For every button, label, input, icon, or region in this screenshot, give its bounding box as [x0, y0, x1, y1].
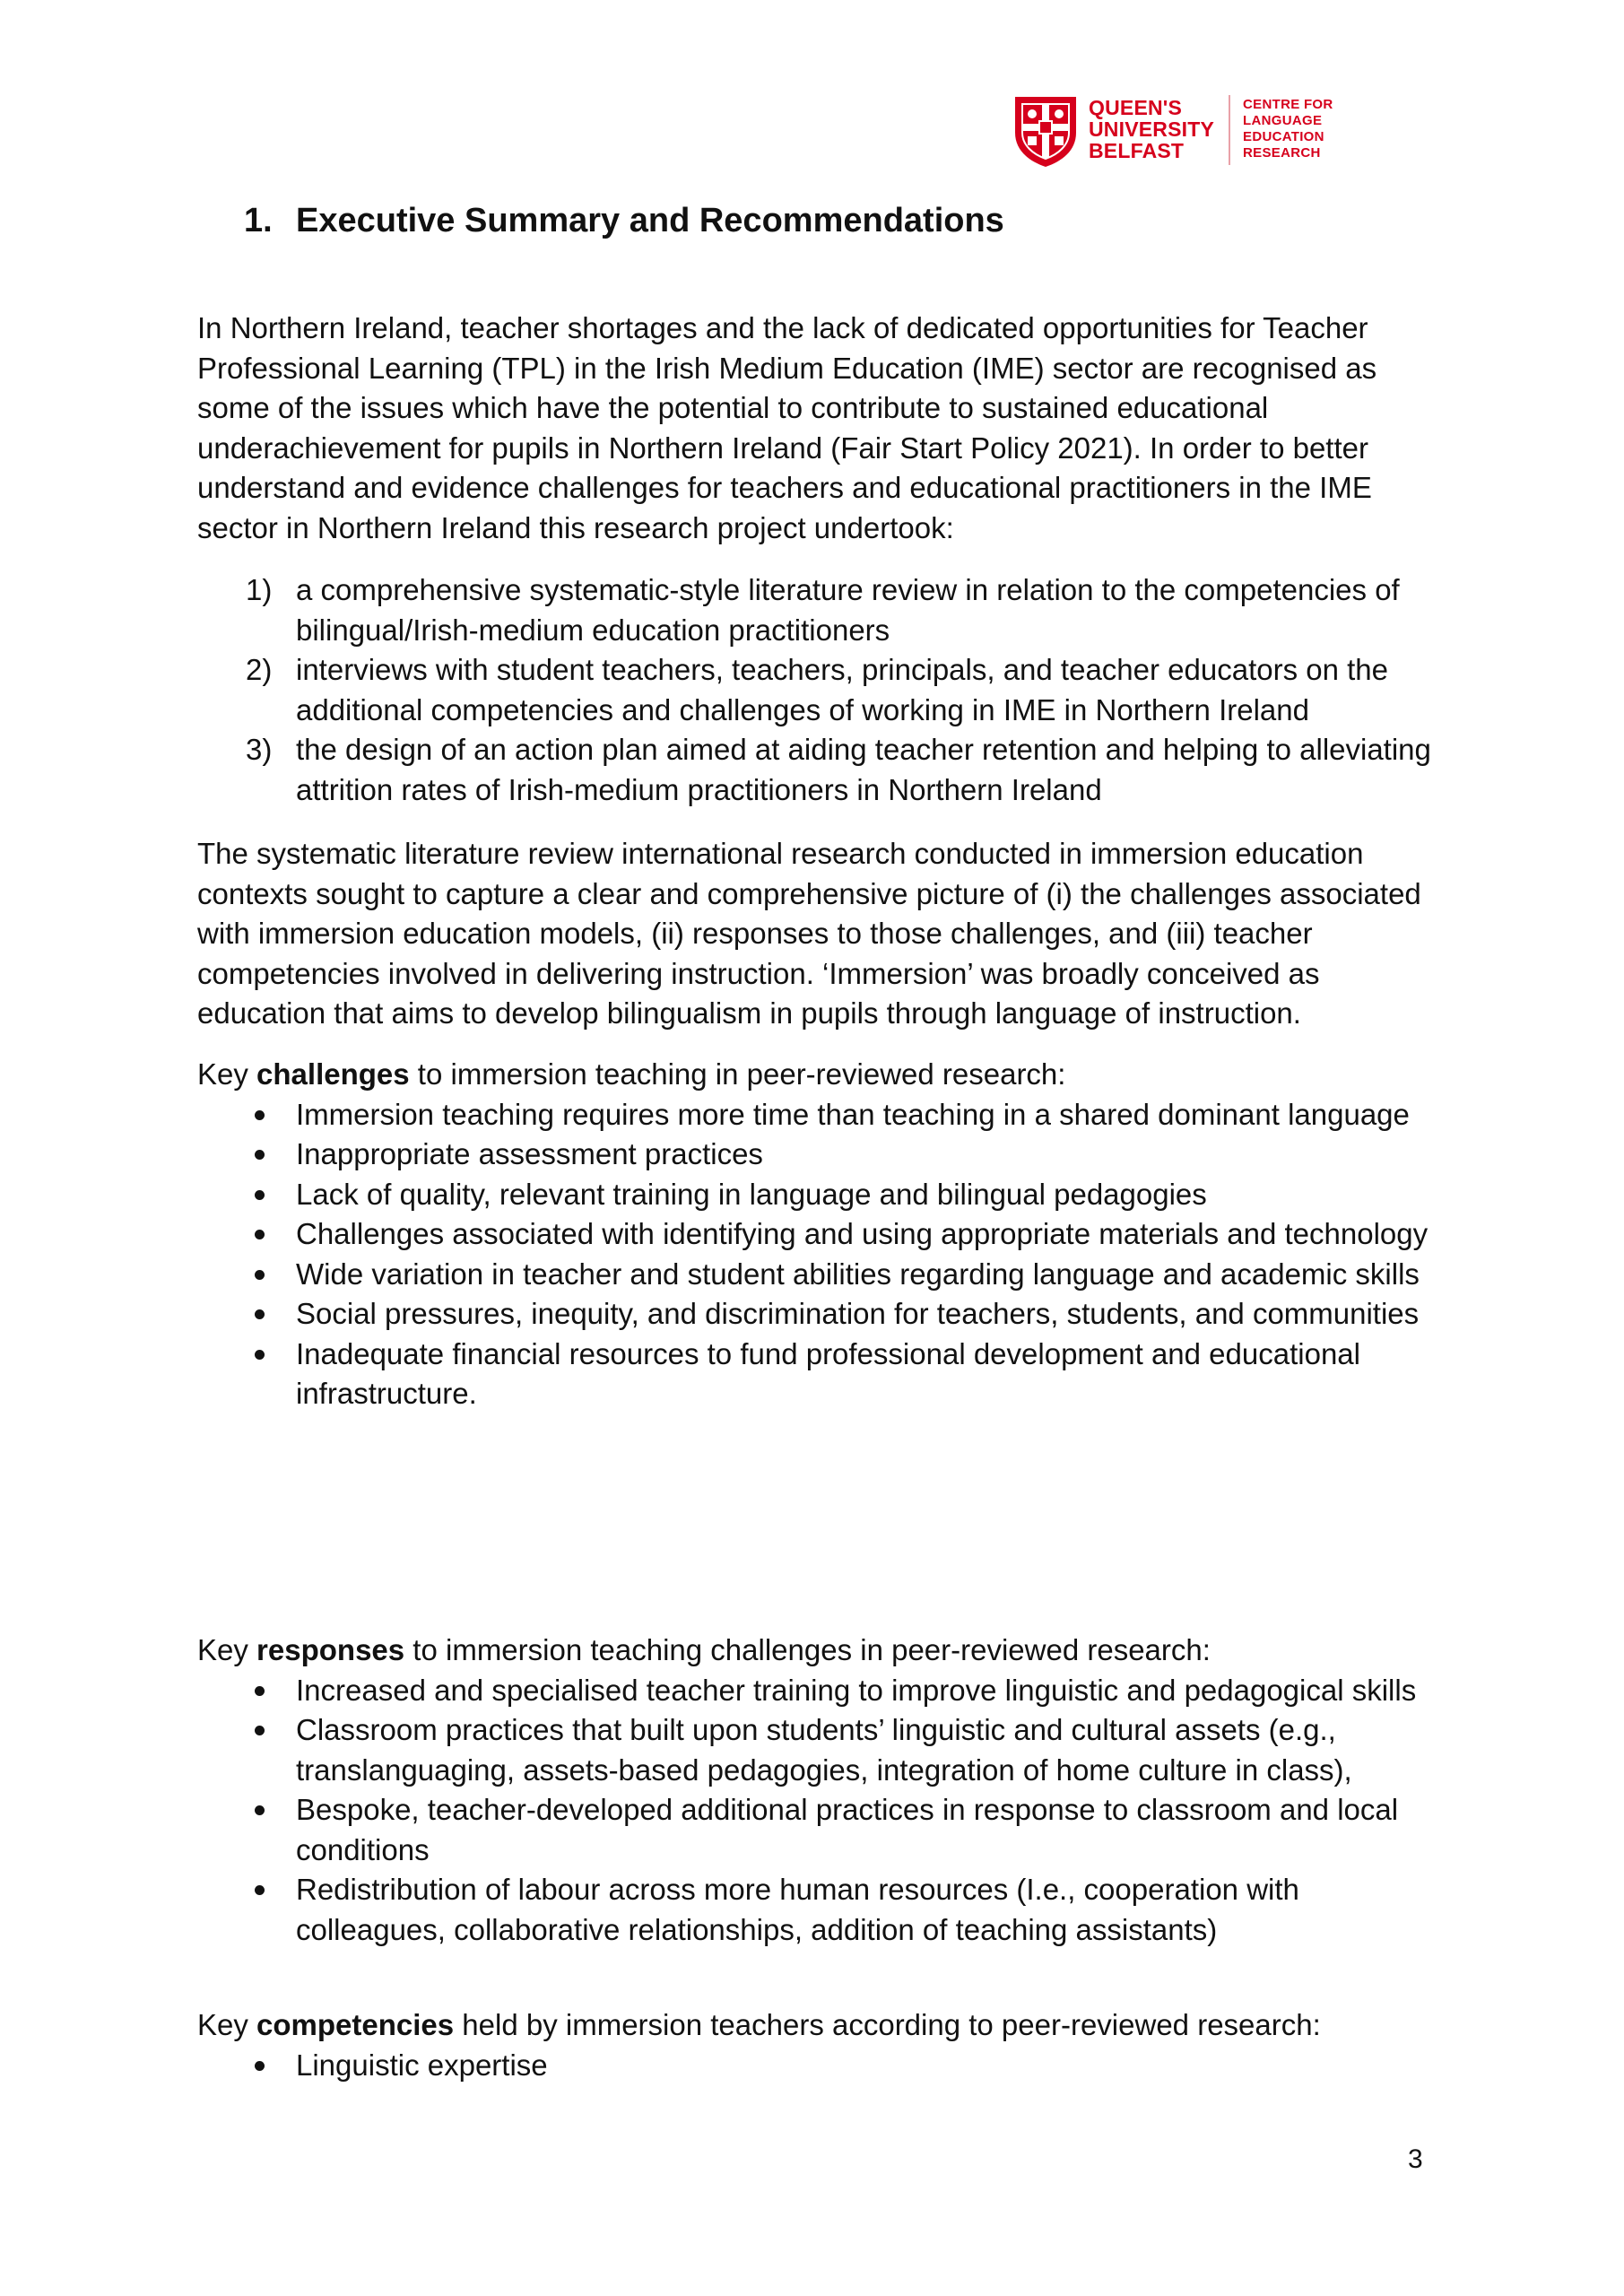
list-item-text: the design of an action plan aimed at aiding teacher retention and helping to alleviating attrition rates of Irish-medium practitioners in Northern Ireland [296, 733, 1431, 806]
logo-divider [1229, 95, 1230, 165]
bullet-icon [255, 1885, 265, 1895]
bullet-icon [255, 1110, 265, 1120]
list-item: Challenges associated with identifying and using appropriate materials and technology [197, 1214, 1453, 1255]
university-name: QUEEN'S UNIVERSITY BELFAST [1089, 96, 1215, 162]
responses-lead: Key responses to immersion teaching challenges in peer-reviewed research: [197, 1633, 1211, 1666]
list-item: Lack of quality, relevant training in language and bilingual pedagogies [197, 1175, 1453, 1215]
list-item: Redistribution of labour across more human resources (I.e., cooperation with colleagues, collaborative relationships, addition of teaching assistants) [197, 1870, 1453, 1950]
bullet-icon [255, 1230, 265, 1239]
list-item-text: interviews with student teachers, teachers, principals, and teacher educators on the additional competencies and challenges of working in IME in Northern Ireland [296, 653, 1389, 726]
list-marker: 1) [246, 573, 273, 606]
challenges-section [197, 1055, 1453, 1414]
page-number: 3 [1408, 2144, 1423, 2174]
list-item: Social pressures, inequity, and discrimination for teachers, students, and communities [197, 1294, 1453, 1335]
list-item: Classroom practices that built upon students’ linguistic and cultural assets (e.g., translanguaging, assets-based pedagogies, integration of home culture in class), [197, 1710, 1453, 1790]
bullet-icon [255, 1270, 265, 1280]
literature-review-paragraph [197, 834, 1453, 1034]
competencies-keyword: competencies [256, 2008, 455, 2041]
list-item: Inappropriate assessment practices [197, 1135, 1453, 1175]
university-logo [1012, 93, 1352, 172]
list-marker: 3) [246, 733, 273, 766]
challenges-keyword: challenges [256, 1057, 410, 1091]
list-item [197, 570, 1453, 650]
competencies-lead: Key competencies held by immersion teachers according to peer-reviewed research: [197, 2008, 1321, 2041]
list-item: Bespoke, teacher-developed additional practices in response to classroom and local conditions [197, 1790, 1453, 1870]
intro-text: In Northern Ireland, teacher shortages and the lack of dedicated opportunities for Teacher Professional Learning (TPL) in the Irish Medium Education (IME) sector are recognised as some of the issues which have the potential to contribute to sustained educational underachievement for pupils in Northern Ireland (Fair Start Policy 2021). In order to better understand and evidence challenges for teachers and educational practitioners in the IME sector in Northern Ireland this research project undertook: [197, 311, 1377, 544]
intro-paragraph [197, 309, 1453, 548]
bullet-icon [255, 1150, 265, 1160]
responses-keyword: responses [256, 1633, 405, 1666]
list-item: Inadequate financial resources to fund professional development and educational infrastructure. [197, 1335, 1453, 1414]
list-item: Increased and specialised teacher training to improve linguistic and pedagogical skills [197, 1671, 1453, 1711]
section-title: Executive Summary and Recommendations [296, 202, 1004, 239]
list-item [197, 730, 1453, 810]
bullet-icon [255, 1726, 265, 1735]
section-heading [244, 199, 1004, 242]
bullet-icon [255, 1309, 265, 1319]
list-item-text: a comprehensive systematic-style literature review in relation to the competencies of bilingual/Irish-medium education practitioners [296, 573, 1400, 647]
crest-icon [1012, 93, 1080, 169]
bullet-icon [255, 1686, 265, 1696]
research-activities-list [197, 570, 1453, 810]
list-item: Immersion teaching requires more time than teaching in a shared dominant language [197, 1095, 1453, 1135]
list-item: Wide variation in teacher and student abilities regarding language and academic skills [197, 1255, 1453, 1295]
bullet-icon [255, 1190, 265, 1200]
bullet-icon [255, 2061, 265, 2071]
section-number: 1. [244, 202, 273, 239]
list-item: Linguistic expertise [197, 2046, 1453, 2086]
bullet-icon [255, 1350, 265, 1360]
list-marker: 2) [246, 653, 273, 686]
list-item [197, 650, 1453, 730]
responses-section [197, 1631, 1453, 1950]
challenges-lead: Key challenges to immersion teaching in peer-reviewed research: [197, 1057, 1066, 1091]
competencies-section [197, 2005, 1453, 2085]
literature-review-text: The systematic literature review international research conducted in immersion education contexts sought to capture a clear and comprehensive picture of (i) the challenges associated with immersion education models, (ii) responses to those challenges, and (iii) teacher competencies involved in delivering instruction. ‘Immersion’ was broadly conceived as education that aims to develop bilingualism in pupils through language of instruction. [197, 837, 1421, 1030]
centre-name: CENTRE FOR LANGUAGE EDUCATION RESEARCH [1243, 97, 1333, 161]
bullet-icon [255, 1805, 265, 1815]
